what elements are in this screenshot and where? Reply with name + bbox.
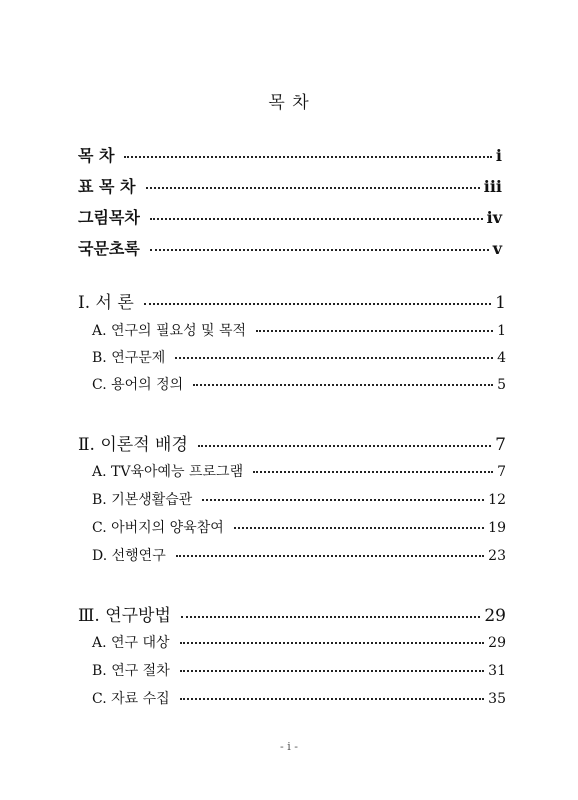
toc-section-label: C. 아버지의 양육참여 (92, 520, 224, 536)
toc-entry-page: i (495, 146, 502, 165)
dot-leader (234, 527, 484, 529)
toc-section[interactable] (92, 688, 506, 708)
toc-entry-page: iii (483, 177, 502, 196)
toc-entry-list-of-tables[interactable] (78, 174, 502, 197)
toc-section-page: 1 (497, 323, 506, 339)
toc-entry-label: 표 목 차 (78, 177, 136, 196)
toc-section-label: C. 용어의 정의 (92, 377, 184, 393)
toc-section-page: 23 (488, 548, 506, 564)
toc-section[interactable] (92, 374, 506, 394)
toc-chapter-page: 29 (484, 606, 506, 626)
toc-section[interactable] (92, 347, 506, 367)
toc-section[interactable] (92, 517, 506, 537)
toc-section-page: 31 (488, 663, 506, 679)
toc-entry-label: 그림목차 (78, 208, 140, 227)
toc-chapter-label: Ⅱ. 이론적 배경 (78, 435, 188, 455)
dot-leader (176, 555, 484, 557)
dot-leader (198, 445, 491, 447)
dot-leader (253, 471, 493, 473)
toc-chapter-label: Ⅲ. 연구방법 (78, 606, 171, 626)
dot-leader (144, 303, 491, 305)
dot-leader (124, 156, 491, 158)
toc-entry-contents[interactable] (78, 143, 502, 166)
toc-section-label: A. 연구의 필요성 및 목적 (92, 323, 247, 339)
toc-section-label: A. 연구 대상 (92, 635, 170, 651)
dot-leader (256, 330, 493, 332)
toc-section-page: 19 (488, 520, 506, 536)
toc-chapter-1[interactable] (78, 288, 506, 313)
toc-section[interactable] (92, 489, 506, 509)
dot-leader (150, 249, 489, 251)
dot-leader (181, 616, 480, 618)
dot-leader (180, 698, 485, 700)
toc-chapter-page: 1 (495, 293, 506, 313)
toc-section-label: A. TV육아예능 프로그램 (92, 464, 244, 480)
dot-leader (175, 357, 493, 359)
toc-section-label: B. 기본생활습관 (92, 492, 193, 508)
page-title: 목 차 (268, 93, 310, 113)
toc-section-page: 35 (488, 691, 506, 707)
toc-section-label: B. 연구문제 (92, 350, 166, 366)
toc-chapter-3[interactable] (78, 601, 506, 626)
dot-leader (146, 187, 480, 189)
toc-entry-abstract[interactable] (78, 236, 502, 259)
toc-chapter-label: Ⅰ. 서 론 (78, 293, 134, 313)
dot-leader (180, 670, 484, 672)
toc-section-page: 12 (488, 492, 506, 508)
page-number-footer: - i - (280, 740, 298, 753)
toc-entry-label: 목 차 (78, 146, 115, 165)
toc-chapter-page: 7 (495, 435, 506, 455)
toc-section-label: C. 자료 수집 (92, 691, 170, 707)
dot-leader (193, 384, 493, 386)
toc-section[interactable] (92, 461, 506, 481)
toc-section-page: 5 (497, 377, 506, 393)
toc-section[interactable] (92, 545, 506, 565)
toc-section-page: 7 (497, 464, 506, 480)
toc-entry-label: 국문초록 (78, 239, 140, 258)
toc-section[interactable] (92, 660, 506, 680)
toc-entry-list-of-figures[interactable] (78, 205, 502, 228)
toc-section-page: 29 (488, 635, 506, 651)
dot-leader (202, 499, 484, 501)
toc-chapter-2[interactable] (78, 430, 506, 455)
dot-leader (180, 642, 485, 644)
toc-section-label: B. 연구 절차 (92, 663, 170, 679)
toc-section-label: D. 선행연구 (92, 548, 166, 564)
toc-section-page: 4 (497, 350, 506, 366)
toc-section[interactable] (92, 632, 506, 652)
toc-entry-page: iv (486, 208, 502, 227)
toc-section[interactable] (92, 320, 506, 340)
dot-leader (150, 218, 483, 220)
toc-entry-page: v (492, 239, 502, 258)
